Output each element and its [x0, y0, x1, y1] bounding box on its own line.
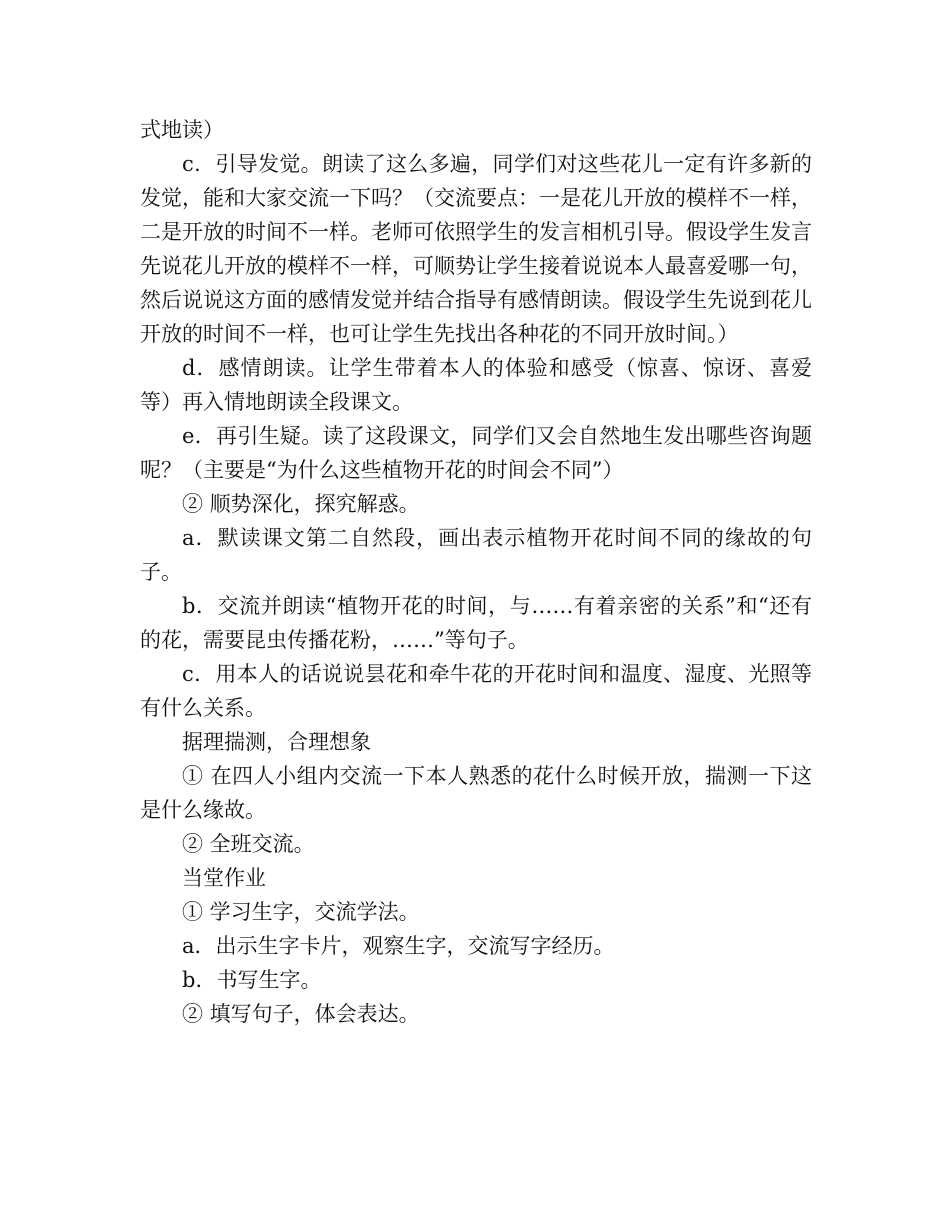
paragraph-2: d．感情朗读。让学生带着本人的体验和感受（惊喜、惊讶、喜爱等）再入情地朗读全段课文。	[140, 356, 812, 414]
paragraph-11: 当堂作业	[182, 866, 266, 890]
paragraph-13: a．出示生字卡片，观察生字，交流写字经历。	[182, 934, 615, 958]
paragraph-12: ① 学习生字，交流学法。	[182, 900, 420, 924]
paragraph-5: a．默读课文第二自然段，画出表示植物开花时间不同的缘故的句子。	[140, 526, 812, 584]
document-body	[140, 113, 812, 1031]
paragraph-1: c．引导发觉。朗读了这么多遍，同学们对这些花儿一定有许多新的发觉，能和大家交流一下吗？（交流要点：一是花儿开放的模样不一样，二是开放的时间不一样。老师可依照学生的发言相机引导。假设学生发言先说花儿开放的模样不一样，可顺势让学生接着说说本人最喜爱哪一句，然后说说这方面的感情发觉并结合指导有感情朗读。假设学生先说到花儿开放的时间不一样，也可让学生先找出各种花的不同开放时间。）	[140, 152, 812, 346]
paragraph-6: b．交流并朗读“植物开花的时间，与……有着亲密的关系”和“还有的花，需要昆虫传播花粉，……”等句子。	[140, 594, 812, 652]
paragraph-0: 式地读）	[140, 118, 224, 142]
paragraph-7: c．用本人的话说说昙花和牵牛花的开花时间和温度、湿度、光照等有什么关系。	[140, 662, 812, 720]
paragraph-3: e．再引生疑。读了这段课文，同学们又会自然地生发出哪些咨询题呢？（主要是“为什么这些植物开花的时间会不同”）	[140, 424, 812, 482]
paragraph-10: ② 全班交流。	[182, 832, 315, 856]
paragraph-15: ② 填写句子，体会表达。	[182, 1002, 420, 1026]
paragraph-14: b．书写生字。	[182, 968, 322, 992]
paragraph-4: ② 顺势深化，探究解惑。	[182, 492, 420, 516]
paragraph-8: 据理揣测，合理想象	[182, 730, 371, 754]
paragraph-9: ① 在四人小组内交流一下本人熟悉的花什么时候开放，揣测一下这是什么缘故。	[140, 764, 812, 822]
